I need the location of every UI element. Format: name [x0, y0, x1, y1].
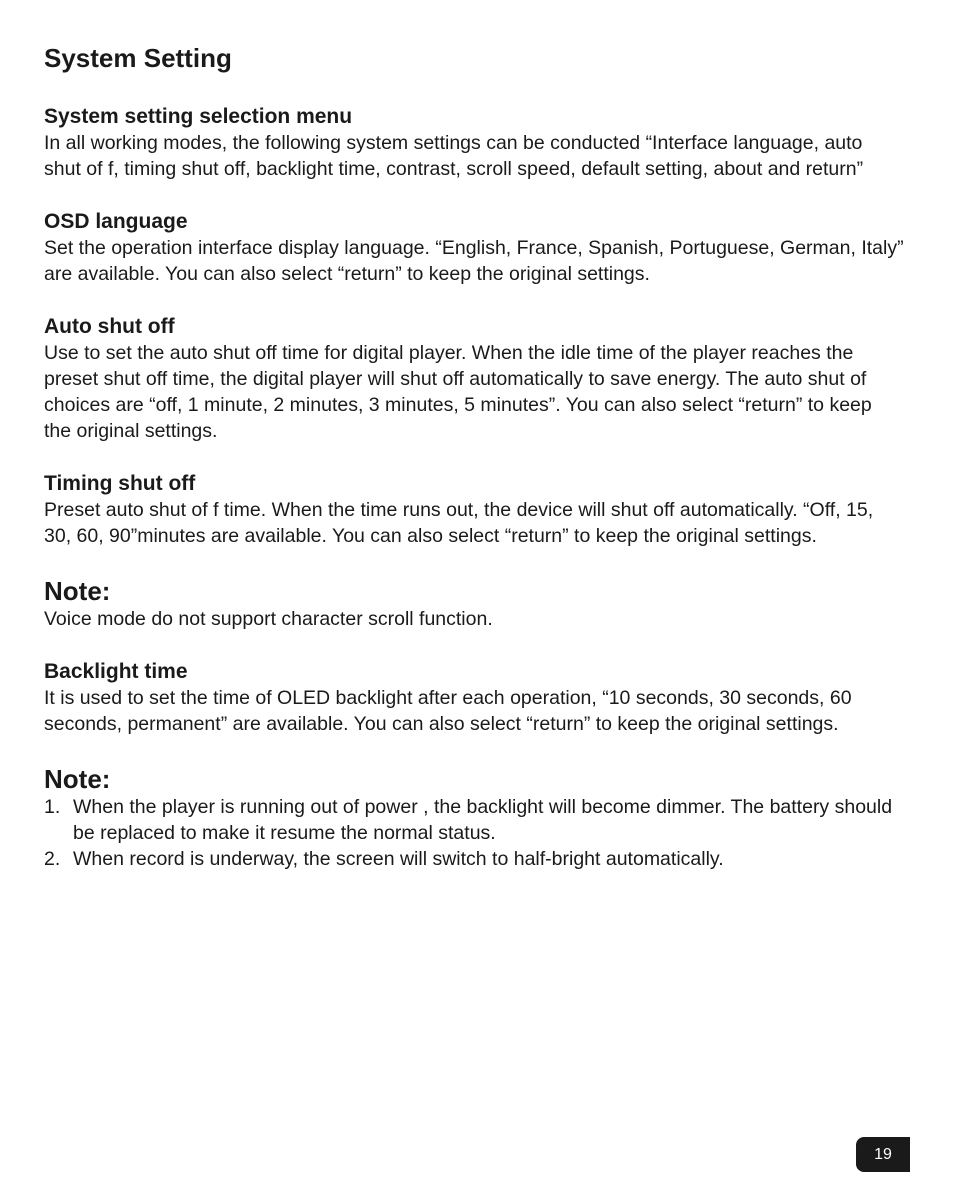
note-heading: Note: — [44, 576, 111, 606]
note-body: Voice mode do not support character scroll function. — [44, 608, 493, 630]
page-number-tab: 19 — [856, 1137, 910, 1172]
list-text: When the player is running out of power , the backlight will become dimmer. The battery should be replaced to make it resume the normal status. — [73, 796, 893, 844]
note-list-item — [44, 846, 904, 872]
section-backlight-time — [44, 659, 904, 737]
note-heading: Note: — [44, 764, 111, 794]
section-body: It is used to set the time of OLED backlight after each operation, “10 seconds, 30 seconds, 60 seconds, permanent” are available. You can also select “return” to keep the original settings. — [44, 687, 852, 735]
section-note-scroll — [44, 576, 904, 632]
list-text: When record is underway, the screen will switch to half-bright automatically. — [73, 848, 724, 870]
section-system-setting-menu — [44, 104, 904, 182]
page-title: System Setting — [44, 43, 232, 73]
section-body: Preset auto shut of f time. When the time runs out, the device will shut off automatically. “Off, 15, 30, 60, 90”minutes are available. You can also select “return” to keep the original settings. — [44, 499, 874, 547]
list-number: 1. — [44, 796, 61, 818]
section-heading: Backlight time — [44, 660, 188, 683]
section-heading: System setting selection menu — [44, 105, 353, 128]
section-body: Use to set the auto shut off time for digital player. When the idle time of the player reaches the preset shut off time, the digital player will shut off automatically to save energy. The auto shut of choices are “off, 1 minute, 2 minutes, 3 minutes, 5 minutes”. You can also select “return” to keep the original settings. — [44, 342, 872, 442]
section-heading: Timing shut off — [44, 472, 196, 495]
section-note-backlight — [44, 764, 904, 872]
section-heading: Auto shut off — [44, 315, 175, 338]
note-list-item — [44, 794, 904, 846]
list-number: 2. — [44, 848, 61, 870]
section-auto-shut-off — [44, 314, 904, 444]
note-list — [44, 794, 904, 872]
section-heading: OSD language — [44, 210, 188, 233]
section-body: In all working modes, the following system settings can be conducted “Interface language, auto shut of f, timing shut off, backlight time, contrast, scroll speed, default setting, about and return” — [44, 132, 864, 180]
manual-page — [44, 42, 904, 899]
section-timing-shut-off — [44, 471, 904, 549]
section-body: Set the operation interface display language. “English, France, Spanish, Portuguese, German, Italy” are available. You can also select “return” to keep the original settings. — [44, 237, 904, 285]
section-osd-language — [44, 209, 904, 287]
